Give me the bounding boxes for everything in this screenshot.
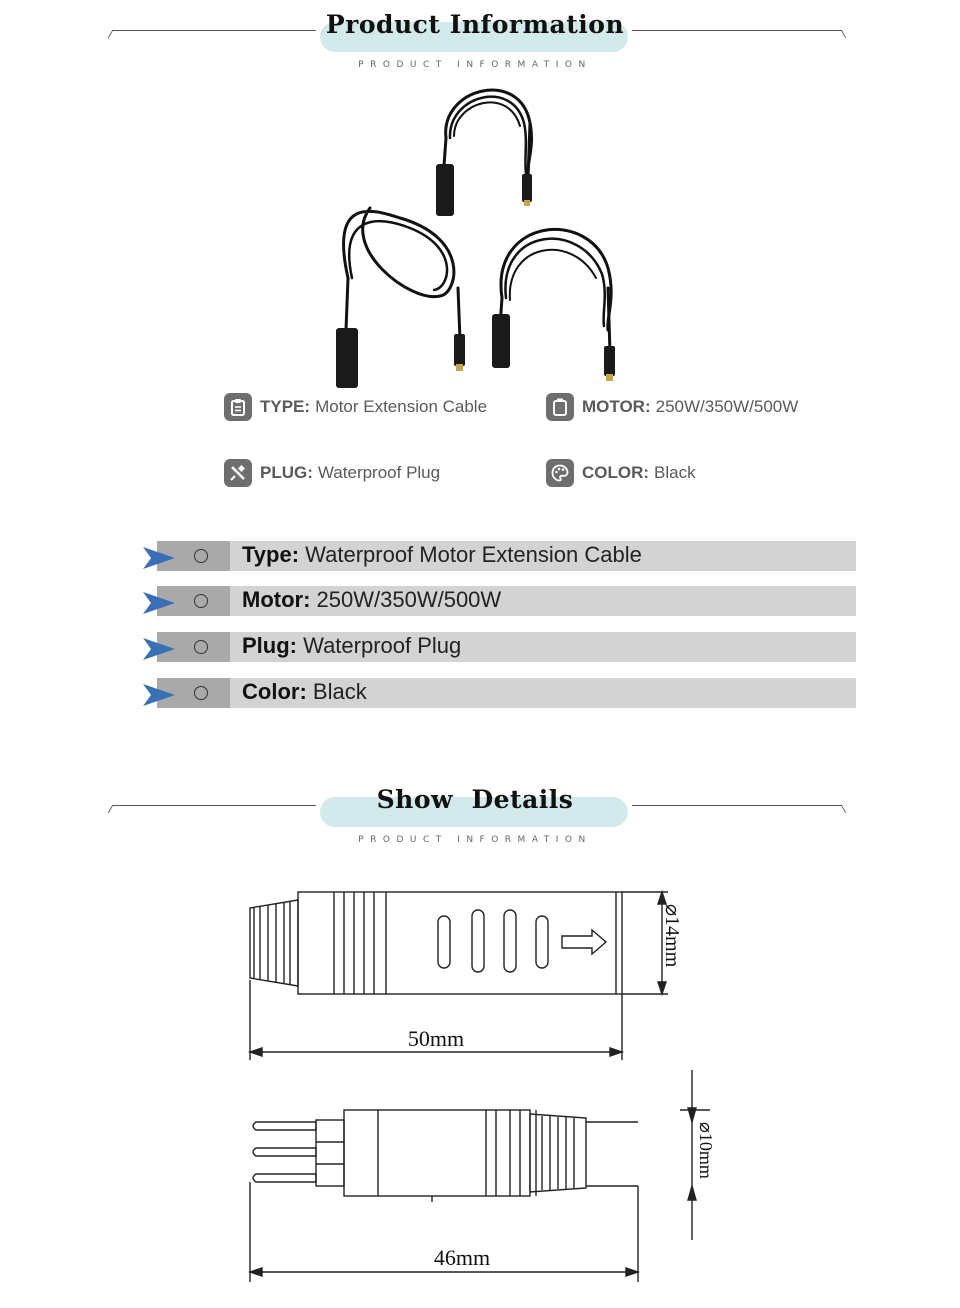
detail-bar-color (143, 678, 856, 708)
bar-text: Color: Black (242, 679, 367, 704)
spec-key: TYPE: (260, 397, 311, 416)
clipboard-icon (224, 393, 252, 421)
male-connector (253, 1110, 638, 1202)
cable-left (344, 208, 460, 340)
section-subtitle: PRODUCT INFORMATION (358, 835, 592, 845)
product-information-header (0, 8, 960, 78)
technical-drawing (240, 860, 720, 1300)
male-length-label: 46mm (433, 1245, 491, 1270)
spec-value: 250W/350W/500W (655, 397, 799, 416)
circle-icon (194, 686, 208, 700)
cable-top (444, 90, 532, 178)
cable-right (500, 229, 611, 353)
bar-text: Type: Waterproof Motor Extension Cable (242, 542, 642, 567)
plug-icon (224, 459, 252, 487)
circle-icon (194, 640, 208, 654)
arrow-icon (143, 682, 175, 708)
section-title: Show Details (376, 785, 574, 814)
header-line-right (632, 805, 847, 813)
spec-value: Black (654, 463, 696, 482)
circle-icon (194, 549, 208, 563)
bar-text: Plug: Waterproof Plug (242, 633, 462, 658)
arrow-icon (143, 590, 175, 616)
header-line-left (108, 30, 317, 38)
spec-key: PLUG: (260, 463, 313, 482)
arrow-icon (143, 636, 175, 662)
detail-bar-motor (143, 586, 856, 616)
spec-color (546, 458, 696, 488)
spec-key: COLOR: (582, 463, 650, 482)
arrow-icon (143, 545, 175, 571)
section-title: Product Information (325, 10, 625, 39)
spec-value: Waterproof Plug (317, 463, 441, 482)
section-subtitle: PRODUCT INFORMATION (358, 60, 592, 70)
spec-type (224, 392, 487, 422)
battery-icon (546, 393, 574, 421)
spec-plug (224, 458, 440, 488)
detail-bar-plug (143, 632, 856, 662)
male-diameter-label: ⌀10mm (696, 1122, 716, 1179)
spec-key: MOTOR: (582, 397, 651, 416)
spec-motor (546, 392, 798, 422)
header-line-left (108, 805, 317, 813)
detail-bar-type (143, 541, 856, 571)
bar-text: Motor: 250W/350W/500W (242, 587, 502, 612)
spec-value: Motor Extension Cable (315, 397, 488, 416)
product-photo (330, 78, 630, 390)
female-connector (250, 892, 622, 994)
female-diameter-label: ⌀14mm (661, 904, 683, 968)
circle-icon (194, 594, 208, 608)
header-line-right (632, 30, 847, 38)
show-details-header (0, 783, 960, 853)
female-length-label: 50mm (407, 1026, 465, 1051)
palette-icon (546, 459, 574, 487)
